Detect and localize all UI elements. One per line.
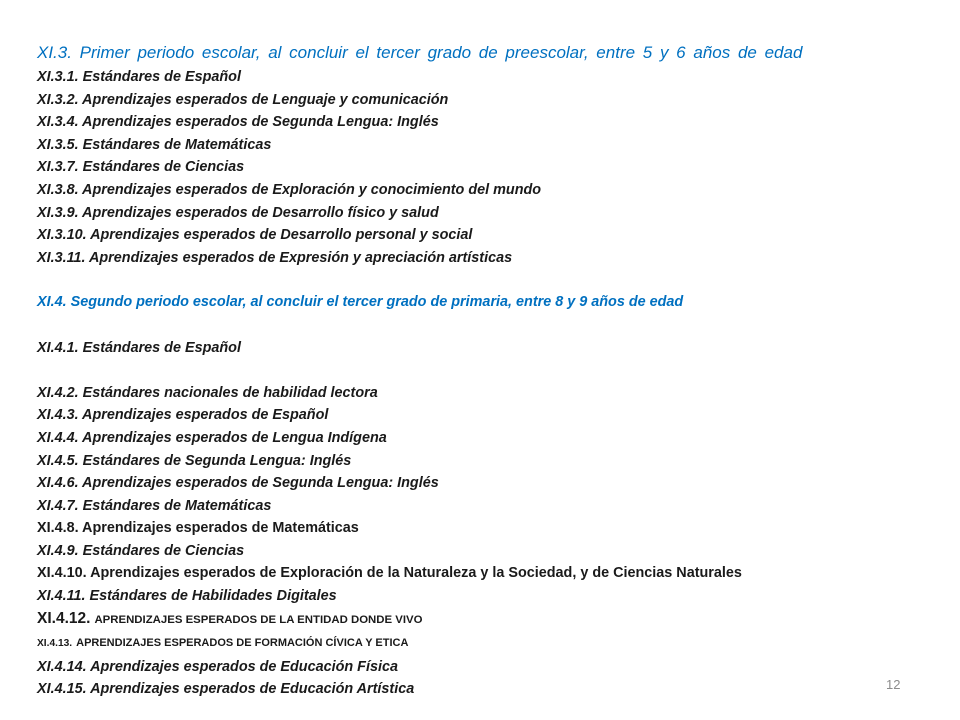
section-3-item: XI.3.4. Aprendizajes esperados de Segunda Lengua: Inglés (37, 114, 439, 131)
section-3-item: XI.3.5. Estándares de Matemáticas (37, 136, 272, 153)
section-4-item: XI.4.6. Aprendizajes esperados de Segunda Lengua: Inglés (37, 475, 439, 492)
section-4-item: XI.4.10. Aprendizajes esperados de Exploración de la Naturaleza y la Sociedad, y de Ciencias Naturales (37, 565, 742, 582)
item-number: XI.4.12. (37, 609, 91, 627)
section-4-item: XI.4.7. Estándares de Matemáticas (37, 497, 272, 514)
section-4-item: XI.4.2. Estándares nacionales de habilidad lectora (37, 384, 378, 401)
section-3-item: XI.3.2. Aprendizajes esperados de Lenguaje y comunicación (37, 91, 449, 108)
section-4-item: XI.4.15. Aprendizajes esperados de Educación Artística (37, 681, 415, 698)
section-4-item: XI.4.4. Aprendizajes esperados de Lengua Indígena (37, 429, 387, 446)
item-title: APRENDIZAJES ESPERADOS DE FORMACIÓN CÍVICA Y ETICA (76, 637, 409, 650)
section-4-item: XI.4.11. Estándares de Habilidades Digitales (37, 588, 337, 605)
section-3-heading: XI.3. Primer periodo escolar, al concluir el tercer grado de preescolar, entre 5 y 6 años de edad (37, 43, 803, 62)
section-3-item: XI.3.11. Aprendizajes esperados de Expresión y apreciación artísticas (37, 249, 513, 266)
section-4-heading: XI.4. Segundo periodo escolar, al concluir el tercer grado de primaria, entre 8 y 9 años de edad (37, 294, 684, 311)
section-3-item: XI.3.8. Aprendizajes esperados de Exploración y conocimiento del mundo (37, 181, 542, 198)
document-page (37, 40, 937, 701)
item-title: APRENDIZAJES ESPERADOS DE LA ENTIDAD DONDE VIVO (94, 613, 423, 626)
section-4-item: XI.4.9. Estándares de Ciencias (37, 542, 245, 559)
section-3-item: XI.3.10. Aprendizajes esperados de Desarrollo personal y social (37, 227, 473, 244)
section-4-item (37, 631, 937, 656)
section-4-item: XI.4.3. Aprendizajes esperados de Español (37, 407, 329, 424)
section-4-item: XI.4.8. Aprendizajes esperados de Matemáticas (37, 520, 359, 537)
section-4-item: XI.4.1. Estándares de Español (37, 339, 241, 356)
section-4-item: XI.4.14. Aprendizajes esperados de Educación Física (37, 658, 398, 675)
item-number: XI.4.13. (37, 638, 73, 650)
section-3-item: XI.3.1. Estándares de Español (37, 69, 241, 85)
page-number: 12 (886, 677, 901, 692)
section-3-item: XI.3.7. Estándares de Ciencias (37, 159, 245, 176)
section-4-item: XI.4.5. Estándares de Segunda Lengua: Inglés (37, 452, 352, 469)
section-4-item (37, 608, 937, 632)
section-3-item: XI.3.9. Aprendizajes esperados de Desarrollo físico y salud (37, 204, 439, 221)
